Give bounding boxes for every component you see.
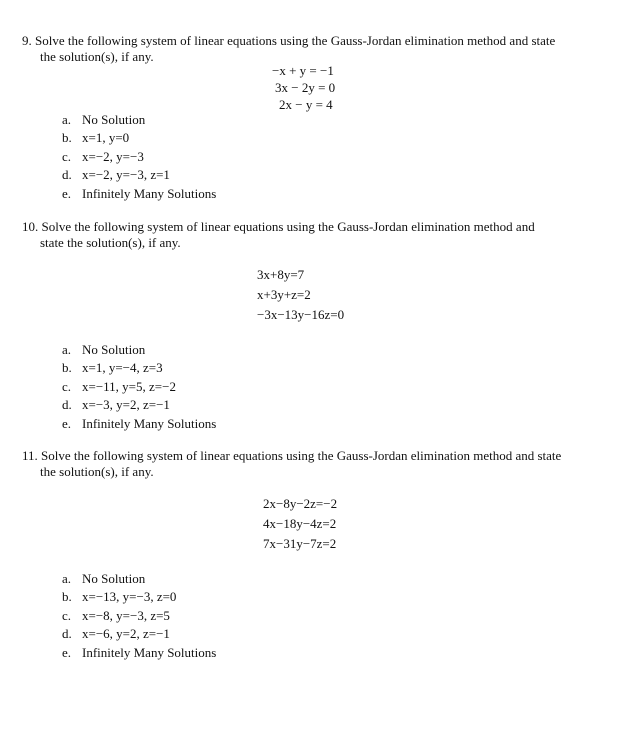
option-e[interactable]: e. Infinitely Many Solutions — [62, 644, 217, 660]
option-b[interactable]: b. x=1, y=0 — [62, 130, 130, 146]
question-10-number: 10. — [22, 219, 39, 234]
option-a[interactable]: a. No Solution — [62, 571, 146, 586]
question-9-line1: Solve the following system of linear equations using the Gauss-Jordan elimination method and state — [35, 33, 556, 48]
option-c[interactable]: c. x=−11, y=5, z=−2 — [62, 378, 176, 394]
option-d[interactable]: d. x=−2, y=−3, z=1 — [62, 167, 170, 183]
question-10-text — [22, 219, 612, 251]
option-c[interactable]: c. x=−8, y=−3, z=5 — [62, 607, 170, 623]
option-c[interactable]: c. x=−2, y=−3 — [62, 148, 144, 164]
option-a[interactable]: a. No Solution — [62, 112, 146, 127]
equation: 4x−18y−4z=2 — [263, 516, 337, 531]
question-9-equations — [272, 62, 335, 113]
question-10-equations — [257, 265, 344, 325]
question-11-line2: the solution(s), if any. — [40, 464, 154, 479]
question-10-line2: state the solution(s), if any. — [40, 235, 181, 250]
question-10-line1: Solve the following system of linear equations using the Gauss-Jordan elimination method and — [41, 219, 535, 234]
option-d[interactable]: d. x=−6, y=2, z=−1 — [62, 626, 170, 642]
question-9-text — [22, 33, 612, 65]
question-10-options — [62, 341, 216, 433]
question-9-line2: the solution(s), if any. — [40, 49, 154, 64]
equation: 7x−31y−7z=2 — [263, 536, 337, 551]
equation: x+3y+z=2 — [257, 287, 311, 302]
equation: 3x+8y=7 — [257, 267, 305, 282]
equation: −3x−13y−16z=0 — [257, 307, 345, 322]
option-a[interactable]: a. No Solution — [62, 342, 146, 357]
equation: −x + y = −1 — [272, 63, 334, 78]
option-e[interactable]: e. Infinitely Many Solutions — [62, 185, 217, 201]
equation: 2x−8y−2z=−2 — [263, 496, 338, 511]
option-b[interactable]: b. x=−13, y=−3, z=0 — [62, 589, 177, 605]
option-e[interactable]: e. Infinitely Many Solutions — [62, 415, 217, 431]
question-9-number: 9. — [22, 33, 32, 48]
question-11-number: 11. — [22, 448, 38, 463]
equation: 2x − y = 4 — [279, 97, 333, 112]
question-11-equations — [263, 494, 337, 554]
question-11-options — [62, 570, 216, 662]
question-11-line1: Solve the following system of linear equations using the Gauss-Jordan elimination method and state — [41, 448, 562, 463]
equation: 3x − 2y = 0 — [275, 80, 336, 95]
option-b[interactable]: b. x=1, y=−4, z=3 — [62, 360, 163, 376]
option-d[interactable]: d. x=−3, y=2, z=−1 — [62, 397, 170, 413]
question-11-text — [22, 448, 612, 480]
question-9-options — [62, 111, 216, 203]
